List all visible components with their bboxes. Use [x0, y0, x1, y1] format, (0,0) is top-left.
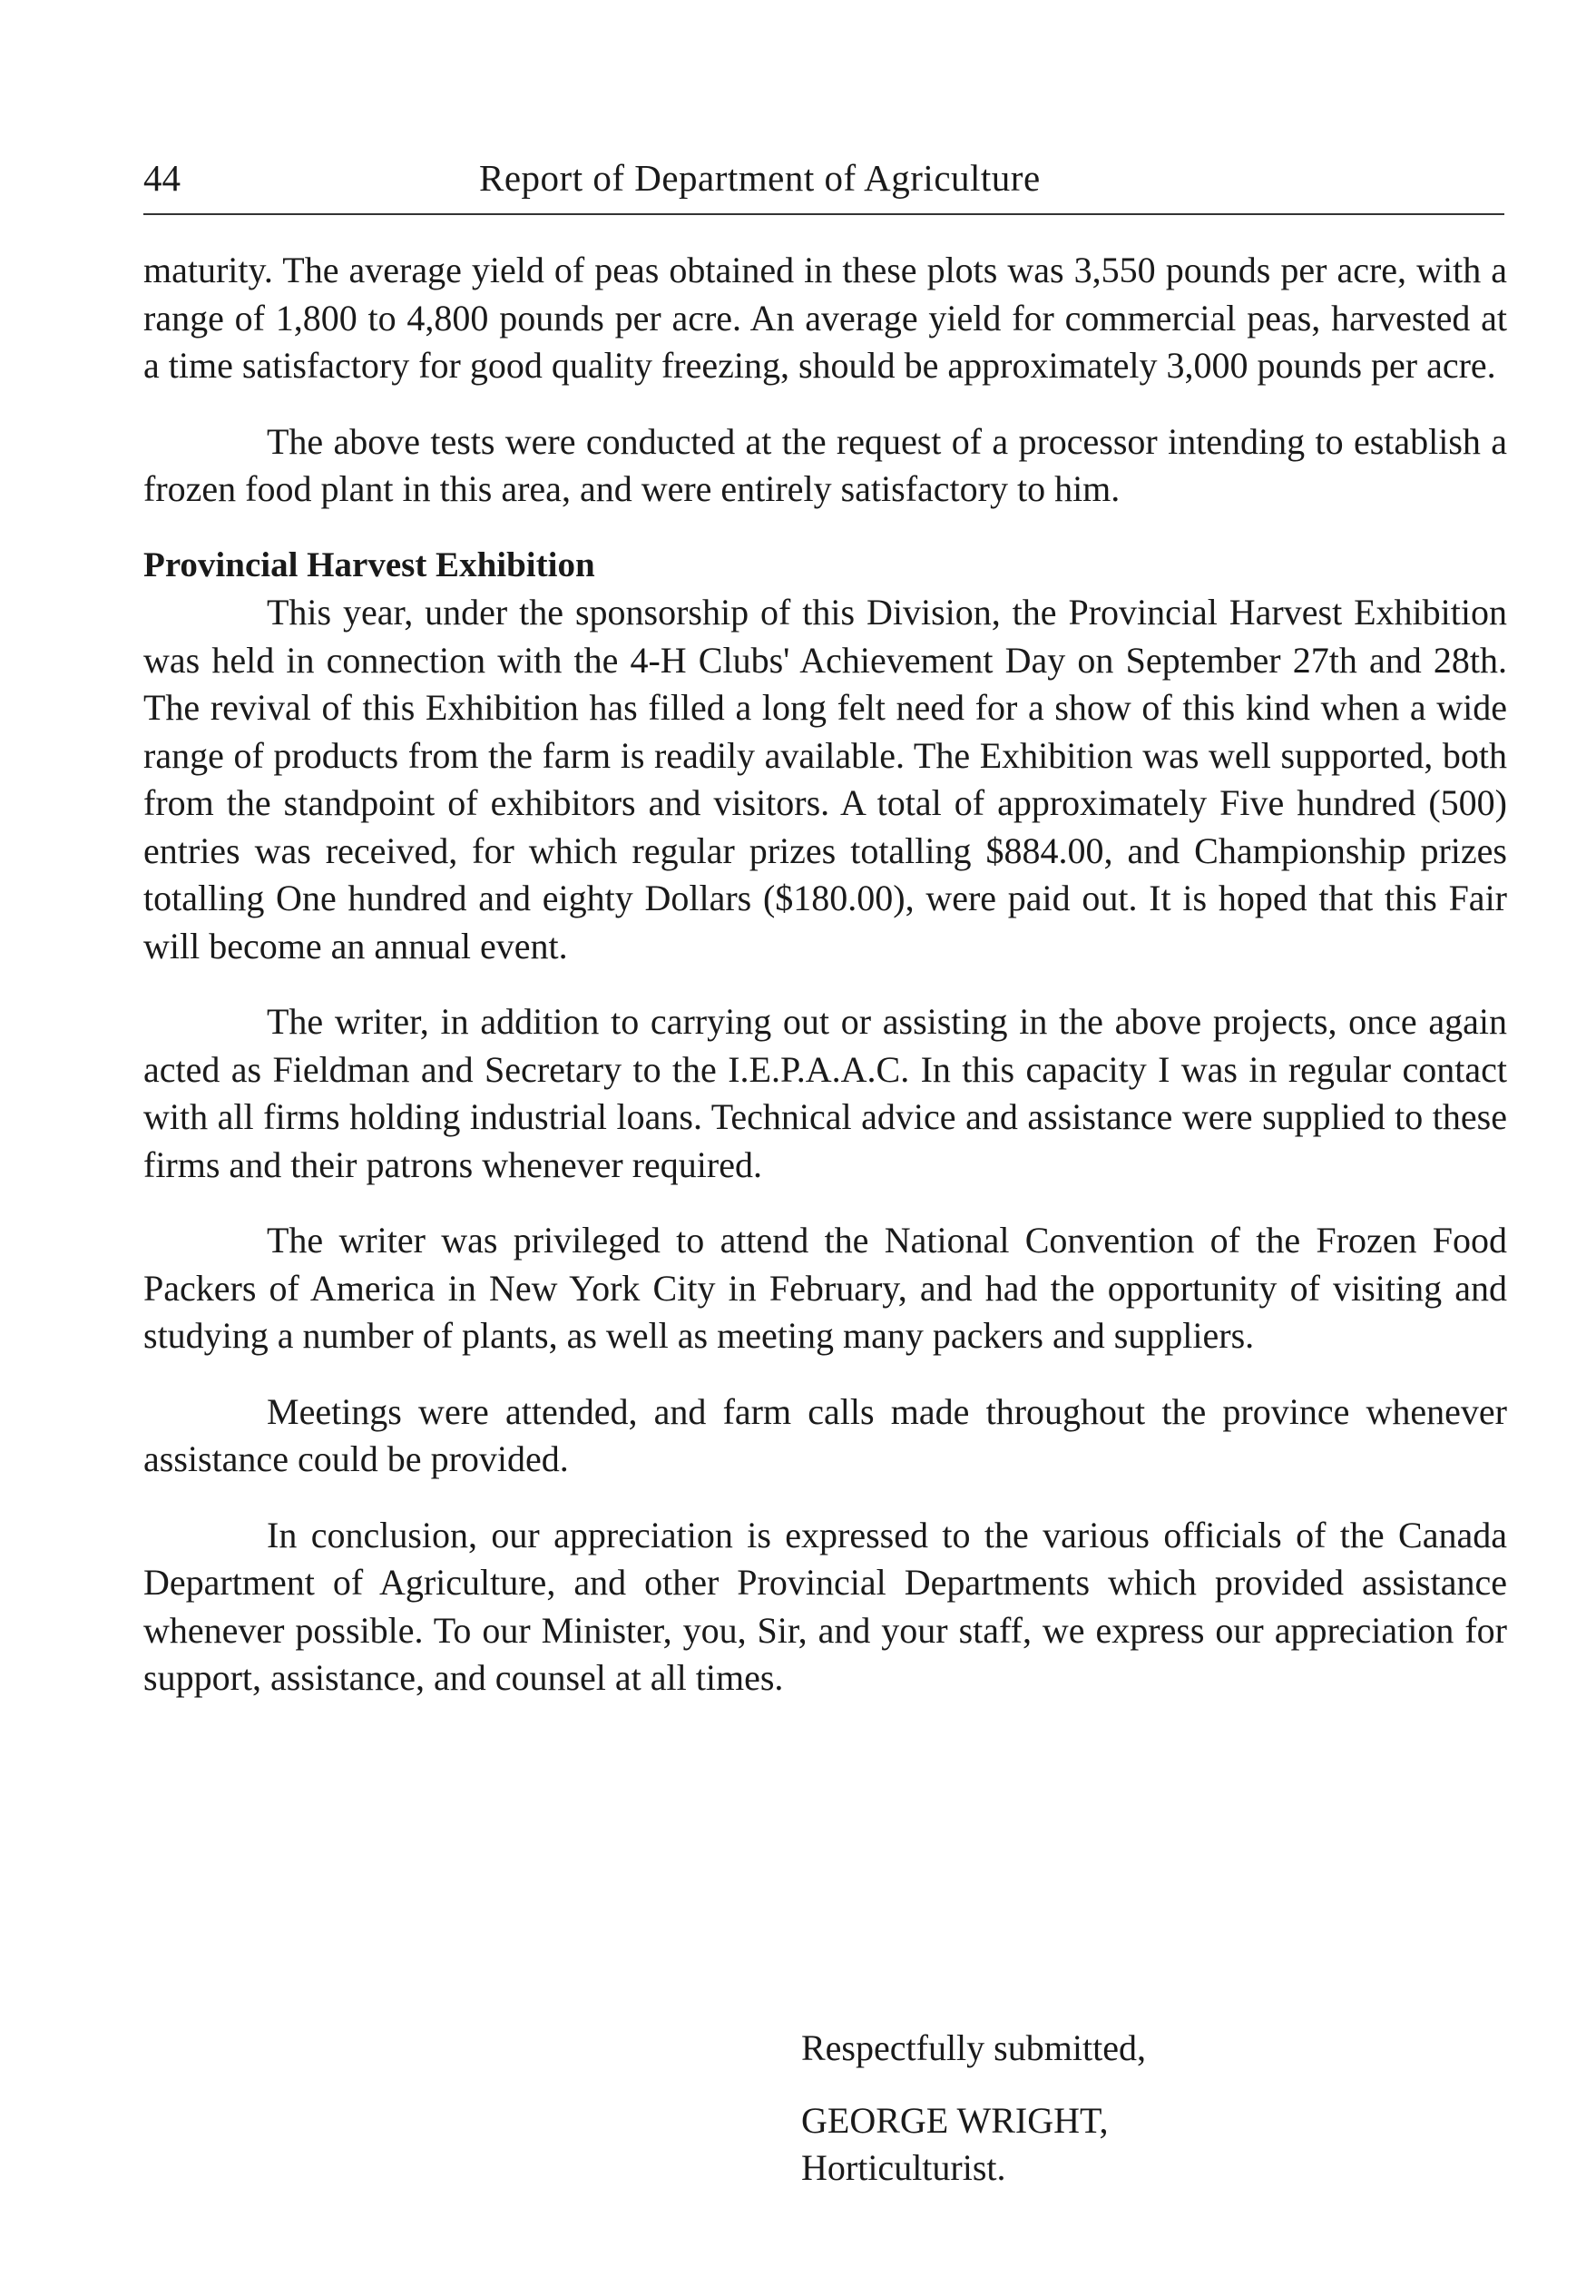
header-rule	[143, 213, 1504, 215]
page-header	[143, 151, 1504, 205]
paragraph-fieldman-secretary: The writer, in addition to carrying out or assisting in the above projects, once again acted as Fieldman and Secretary to the I.E.P.A.A.C. In this capacity I was in regular contact with all firms holding industrial loans. Technical advice and assistance were supplied to these firms and their patrons whenever required.	[143, 1001, 1507, 1185]
paragraph-national-convention: The writer was privileged to attend the National Convention of the Frozen Food Packers of America in New York City in February, and had the opportunity of visiting and studying a number of plants, as well as meeting many packers and suppliers.	[143, 1220, 1507, 1356]
signature-block	[801, 2025, 1146, 2193]
body-text	[143, 247, 1507, 1731]
closing-line: Respectfully submitted,	[801, 2027, 1146, 2068]
signer-title: Horticulturist.	[801, 2147, 1006, 2188]
paragraph-processor-tests: The above tests were conducted at the request of a processor intending to establish a frozen food plant in this area, and were entirely satisfactory to him.	[143, 420, 1507, 509]
paragraph-pea-yield: maturity. The average yield of peas obtained in these plots was 3,550 pounds per acre, with a range of 1,800 to 4,800 pounds per acre. An average yield for commercial peas, harvested at a time satisfactory for good quality freezing, should be approximately 3,000 pounds per acre.	[143, 250, 1507, 386]
page-number: 44	[143, 157, 181, 199]
running-title: Report of Department of Agriculture	[479, 157, 1041, 199]
section-heading: Provincial Harvest Exhibition	[143, 545, 595, 584]
paragraph-conclusion: In conclusion, our appreciation is expressed to the various officials of the Canada Department of Agriculture, and other Provincial Departments which provided assistance whenever possible. To our Minister, you, Sir, and your staff, we express our appreciation for support, assistance, and counsel at all times.	[143, 1514, 1507, 1698]
paragraph-harvest-exhibition: This year, under the sponsorship of this Division, the Provincial Harvest Exhibition was held in connection with the 4-H Clubs' Achievement Day on September 27th and 28th. The revival of this Exhibition has filled a long felt need for a show of this kind when a wide range of products from the farm is readily available. The Exhibition was well supported, both from the standpoint of exhibitors and visitors. A total of approximately Five hundred (500) entries was received, for which regular prizes totalling $884.00, and Championship prizes totalling One hundred and eighty Dollars ($180.00), were paid out. It is hoped that this Fair will become an annual event.	[143, 592, 1507, 966]
signer-name: GEORGE WRIGHT,	[801, 2099, 1109, 2141]
paragraph-meetings: Meetings were attended, and farm calls made throughout the province whenever assistance could be provided.	[143, 1390, 1507, 1479]
